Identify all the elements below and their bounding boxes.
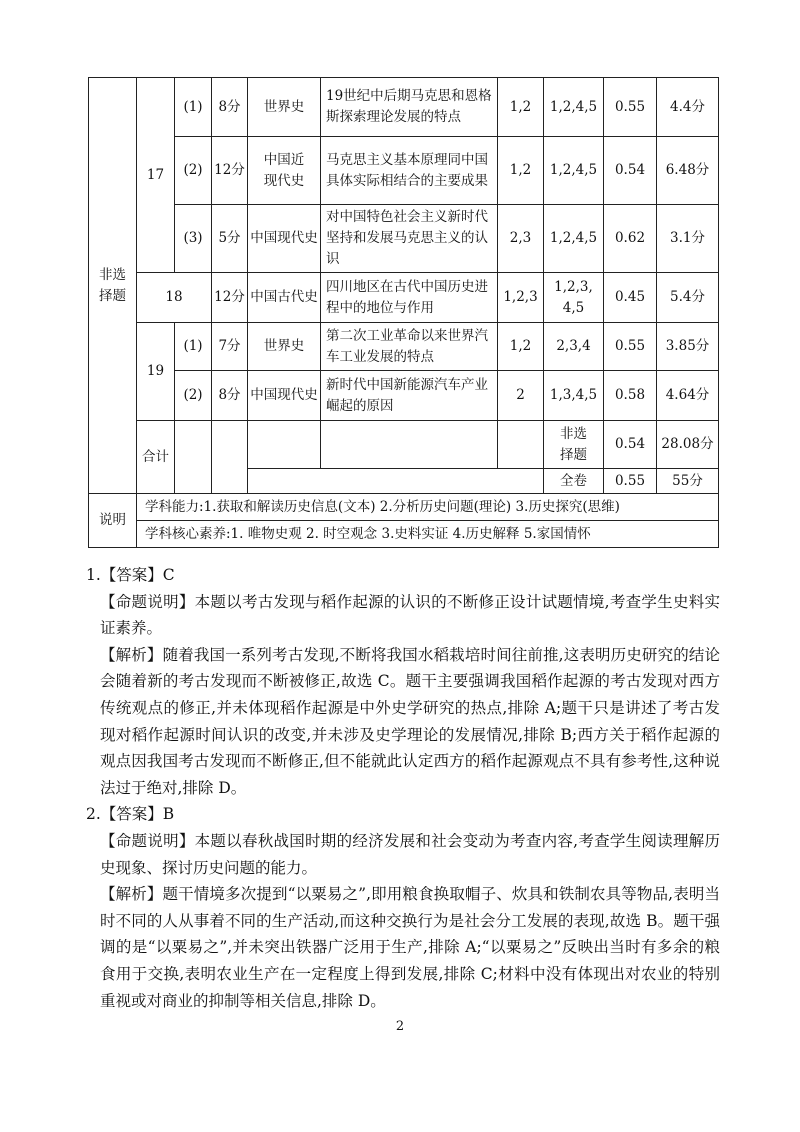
question-number-cell: 19 bbox=[137, 323, 175, 421]
average-score-cell: 4.4分 bbox=[657, 78, 719, 137]
difficulty-cell: 0.58 bbox=[604, 371, 657, 421]
empty-cell bbox=[498, 421, 544, 469]
question-number-cell: 18 bbox=[137, 273, 212, 323]
ability-cell: 2 bbox=[498, 371, 544, 421]
answer-section bbox=[86, 562, 720, 1014]
sub-question-cell: (3) bbox=[175, 205, 212, 273]
average-score-cell: 3.1分 bbox=[657, 205, 719, 273]
average-score-cell: 28.08分 bbox=[657, 421, 719, 469]
question-number-cell: 17 bbox=[137, 78, 175, 273]
score-cell: 7分 bbox=[212, 323, 248, 371]
sub-question-cell: (2) bbox=[175, 137, 212, 205]
score-cell: 8分 bbox=[212, 78, 248, 137]
average-score-cell: 3.85分 bbox=[657, 323, 719, 371]
average-score-cell: 55分 bbox=[657, 469, 719, 494]
module-cell: 中国现代史 bbox=[248, 205, 321, 273]
ability-cell: 1,2,3 bbox=[498, 273, 544, 323]
analysis-2: 【解析】题干情境多次提到“以粟易之”,即用粮食换取帽子、炊具和铁制农具等物品,表明当时不同的人从事着不同的生产活动,而这种交换行为是社会分工发展的表现,故选 B。题干强调的是“以粟易之”,并未突出铁器广泛用于生产,排除 A;“以粟易之”反映出当时有多余的粮食用于交换,表明农业生产在一定程度上得到发展,排除 C;材料中没有体现出对农业的特别重视或对商业的抑制等相关信息,排除 D。 bbox=[100, 885, 720, 1010]
table-row bbox=[89, 323, 719, 371]
answer-1: 1.【答案】C bbox=[86, 566, 175, 584]
section-cell: 非选 择题 bbox=[89, 78, 137, 494]
total-type-cell: 全卷 bbox=[544, 469, 604, 494]
content-cell: 马克思主义基本原理同中国具体实际相结合的主要成果 bbox=[321, 137, 498, 205]
content-cell: 新时代中国新能源汽车产业崛起的原因 bbox=[321, 371, 498, 421]
empty-cell bbox=[321, 421, 498, 469]
total-label-cell: 合计 bbox=[137, 421, 175, 494]
score-cell: 12分 bbox=[212, 137, 248, 205]
empty-cell bbox=[248, 421, 321, 469]
table-row bbox=[89, 137, 719, 205]
sub-question-cell: (2) bbox=[175, 371, 212, 421]
difficulty-cell: 0.54 bbox=[604, 421, 657, 469]
empty-cell bbox=[212, 421, 248, 494]
table-row bbox=[89, 421, 719, 469]
table-row bbox=[89, 78, 719, 137]
note-ability: 学科能力:1.获取和解读历史信息(文本) 2.分析历史问题(理论) 3.历史探究(思维) bbox=[137, 494, 719, 521]
score-cell: 12分 bbox=[212, 273, 248, 323]
exam-spec-table bbox=[88, 77, 719, 548]
ability-cell: 1,2 bbox=[498, 323, 544, 371]
module-cell: 中国古代史 bbox=[248, 273, 321, 323]
difficulty-cell: 0.45 bbox=[604, 273, 657, 323]
difficulty-cell: 0.62 bbox=[604, 205, 657, 273]
note-row bbox=[89, 494, 719, 521]
difficulty-cell: 0.55 bbox=[604, 78, 657, 137]
answer-2: 2.【答案】B bbox=[86, 805, 175, 824]
difficulty-cell: 0.54 bbox=[604, 137, 657, 205]
module-cell: 中国现代史 bbox=[248, 371, 321, 421]
difficulty-cell: 0.55 bbox=[604, 323, 657, 371]
explain-2: 【命题说明】本题以春秋战国时期的经济发展和社会变动为考查内容,考查学生阅读理解历史现象、探讨历史问题的能力。 bbox=[100, 831, 720, 877]
empty-cell bbox=[175, 421, 212, 494]
literacy-cell: 1,3,4,5 bbox=[544, 371, 604, 421]
literacy-cell: 1,2,4,5 bbox=[544, 205, 604, 273]
average-score-cell: 5.4分 bbox=[657, 273, 719, 323]
module-cell: 世界史 bbox=[248, 78, 321, 137]
content-cell: 19世纪中后期马克思和恩格斯探索理论发展的特点 bbox=[321, 78, 498, 137]
note-literacy: 学科核心素养:1. 唯物史观 2. 时空观念 3.史料实证 4.历史解释 5.家国情怀 bbox=[137, 521, 719, 548]
table-row bbox=[89, 205, 719, 273]
ability-cell: 1,2 bbox=[498, 137, 544, 205]
average-score-cell: 4.64分 bbox=[657, 371, 719, 421]
analysis-1: 【解析】随着我国一系列考古发现,不断将我国水稻栽培时间往前推,这表明历史研究的结论会随着新的考古发现而不断被修正,故选 C。题干主要强调我国稻作起源的考古发现对西方传统观点的修正,并未体现稻作起源是中外史学研究的热点,排除 A;题干只是讲述了考古发现对稻作起源时间认识的改变,并未涉及史学理论的发展情况,排除 B;西方关于稻作起源的观点因我国考古发现而不断修正,但不能就此认定西方的稻作起源观点不具有参考性,这种说法过于绝对,排除 D。 bbox=[100, 645, 720, 797]
content-cell: 四川地区在古代中国历史进程中的地位与作用 bbox=[321, 273, 498, 323]
module-cell: 中国近 现代史 bbox=[248, 137, 321, 205]
content-cell: 对中国特色社会主义新时代坚持和发展马克思主义的认识 bbox=[321, 205, 498, 273]
table-row bbox=[89, 371, 719, 421]
average-score-cell: 6.48分 bbox=[657, 137, 719, 205]
literacy-cell: 1,2,4,5 bbox=[544, 78, 604, 137]
literacy-cell: 1,2,4,5 bbox=[544, 137, 604, 205]
page-number: 2 bbox=[395, 1019, 405, 1034]
sub-question-cell: (1) bbox=[175, 78, 212, 137]
literacy-cell: 1,2,3, 4,5 bbox=[544, 273, 604, 323]
empty-cell bbox=[248, 469, 544, 494]
table-row bbox=[89, 273, 719, 323]
ability-cell: 2,3 bbox=[498, 205, 544, 273]
sub-question-cell: (1) bbox=[175, 323, 212, 371]
score-cell: 8分 bbox=[212, 371, 248, 421]
content-cell: 第二次工业革命以来世界汽车工业发展的特点 bbox=[321, 323, 498, 371]
module-cell: 世界史 bbox=[248, 323, 321, 371]
difficulty-cell: 0.55 bbox=[604, 469, 657, 494]
ability-cell: 1,2 bbox=[498, 78, 544, 137]
total-type-cell: 非选 择题 bbox=[544, 421, 604, 469]
explain-1: 【命题说明】本题以考古发现与稻作起源的认识的不断修正设计试题情境,考查学生史料实证素养。 bbox=[100, 592, 720, 638]
note-row bbox=[89, 521, 719, 548]
score-cell: 5分 bbox=[212, 205, 248, 273]
note-label-cell: 说明 bbox=[89, 494, 137, 548]
literacy-cell: 2,3,4 bbox=[544, 323, 604, 371]
